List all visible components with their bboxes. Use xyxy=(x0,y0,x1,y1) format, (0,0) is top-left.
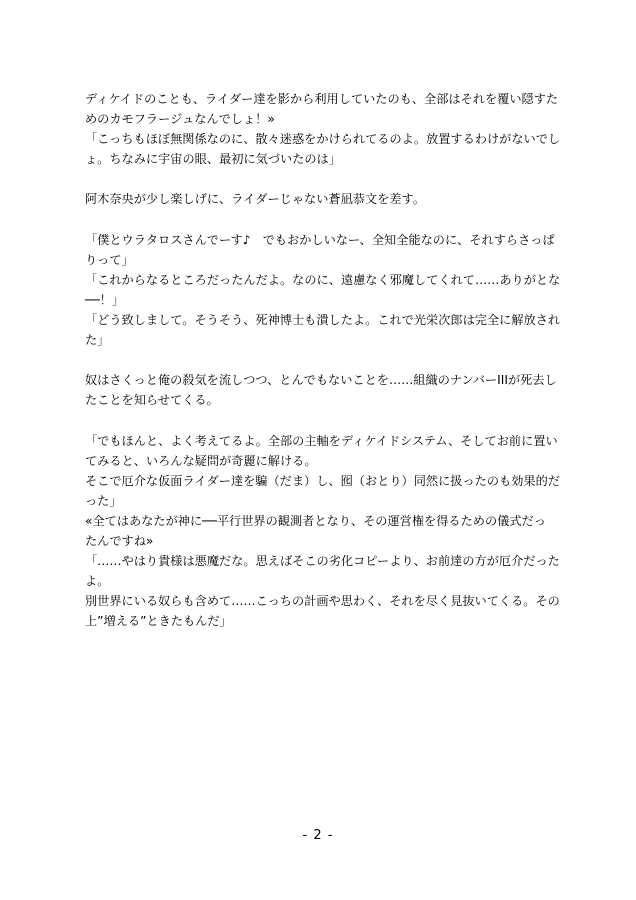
text-line: 「僕とウラタロスさんでーす♪ でもおかしいなー、全知全能なのに、それすらさっぱ xyxy=(85,232,555,247)
text-line: ──！」 xyxy=(85,292,125,307)
text-line: た」 xyxy=(85,333,110,348)
text-line: 「どう致しまして。そうそう、死神博士も潰したよ。これで光栄次郎は完全に解放され xyxy=(85,313,561,328)
text-line: たことを知らせてくる。 xyxy=(85,393,219,408)
text-line: 「これからなるところだったんだよ。なのに、遠慮なく邪魔してくれて……ありがとな xyxy=(85,272,561,287)
text-line: 「こっちもほぼ無関係なのに、散々迷惑をかけられてるのよ。放置するわけがないでし xyxy=(85,132,561,147)
text-line: 別世界にいる奴らも含めて……こっちの計画や思わく、それを尽く見抜いてくる。その xyxy=(85,594,560,609)
text-line: った」 xyxy=(85,493,122,508)
text-line: ょ。ちなみに宇宙の眼、最初に気づいたのは」 xyxy=(85,152,341,167)
text-line: 奴はさくっと俺の殺気を流しつつ、とんでもないことを……組織のナンバーIIIが死去し xyxy=(85,373,557,388)
text-line: そこで厄介な仮面ライダー達を騙（だま）し、囮（おとり）同然に扱ったのも効果的だ xyxy=(85,473,560,488)
page-number: - 2 - xyxy=(302,828,334,843)
text-line: よ。 xyxy=(85,574,110,589)
blank-line xyxy=(85,210,553,230)
text-line: 「でもほんと、よく考えてるよ。全部の主軸をディケイドシステム、そしてお前に置い xyxy=(85,433,558,448)
text-line: りって」 xyxy=(85,252,134,267)
text-line: ディケイドのことも、ライダー達を影から利用していたのも、全部はそれを覆い隠すた xyxy=(85,92,559,106)
text-line: 「……やはり貴様は悪魔だな。思えばそこの劣化コピーより、お前達の方が厄介だった xyxy=(85,554,560,569)
body-text xyxy=(85,89,561,632)
text-line: 阿木奈央が少し楽しげに、ライダーじゃない蒼凪恭文を差す。 xyxy=(85,192,425,207)
text-line: たんですね» xyxy=(85,534,154,549)
text-line: てみると、いろんな疑問が奇麗に解ける。 xyxy=(85,453,317,468)
text-line: 上”増える”ときたもんだ」 xyxy=(85,614,232,629)
blank-line xyxy=(85,411,553,431)
text-line: めのカモフラージュなんでしょ！» xyxy=(85,112,275,127)
blank-line xyxy=(85,350,553,370)
blank-line xyxy=(85,169,553,189)
text-line: «全てはあなたが神に──平行世界の観測者となり、その運営権を得るための儀式だっ xyxy=(85,513,546,528)
